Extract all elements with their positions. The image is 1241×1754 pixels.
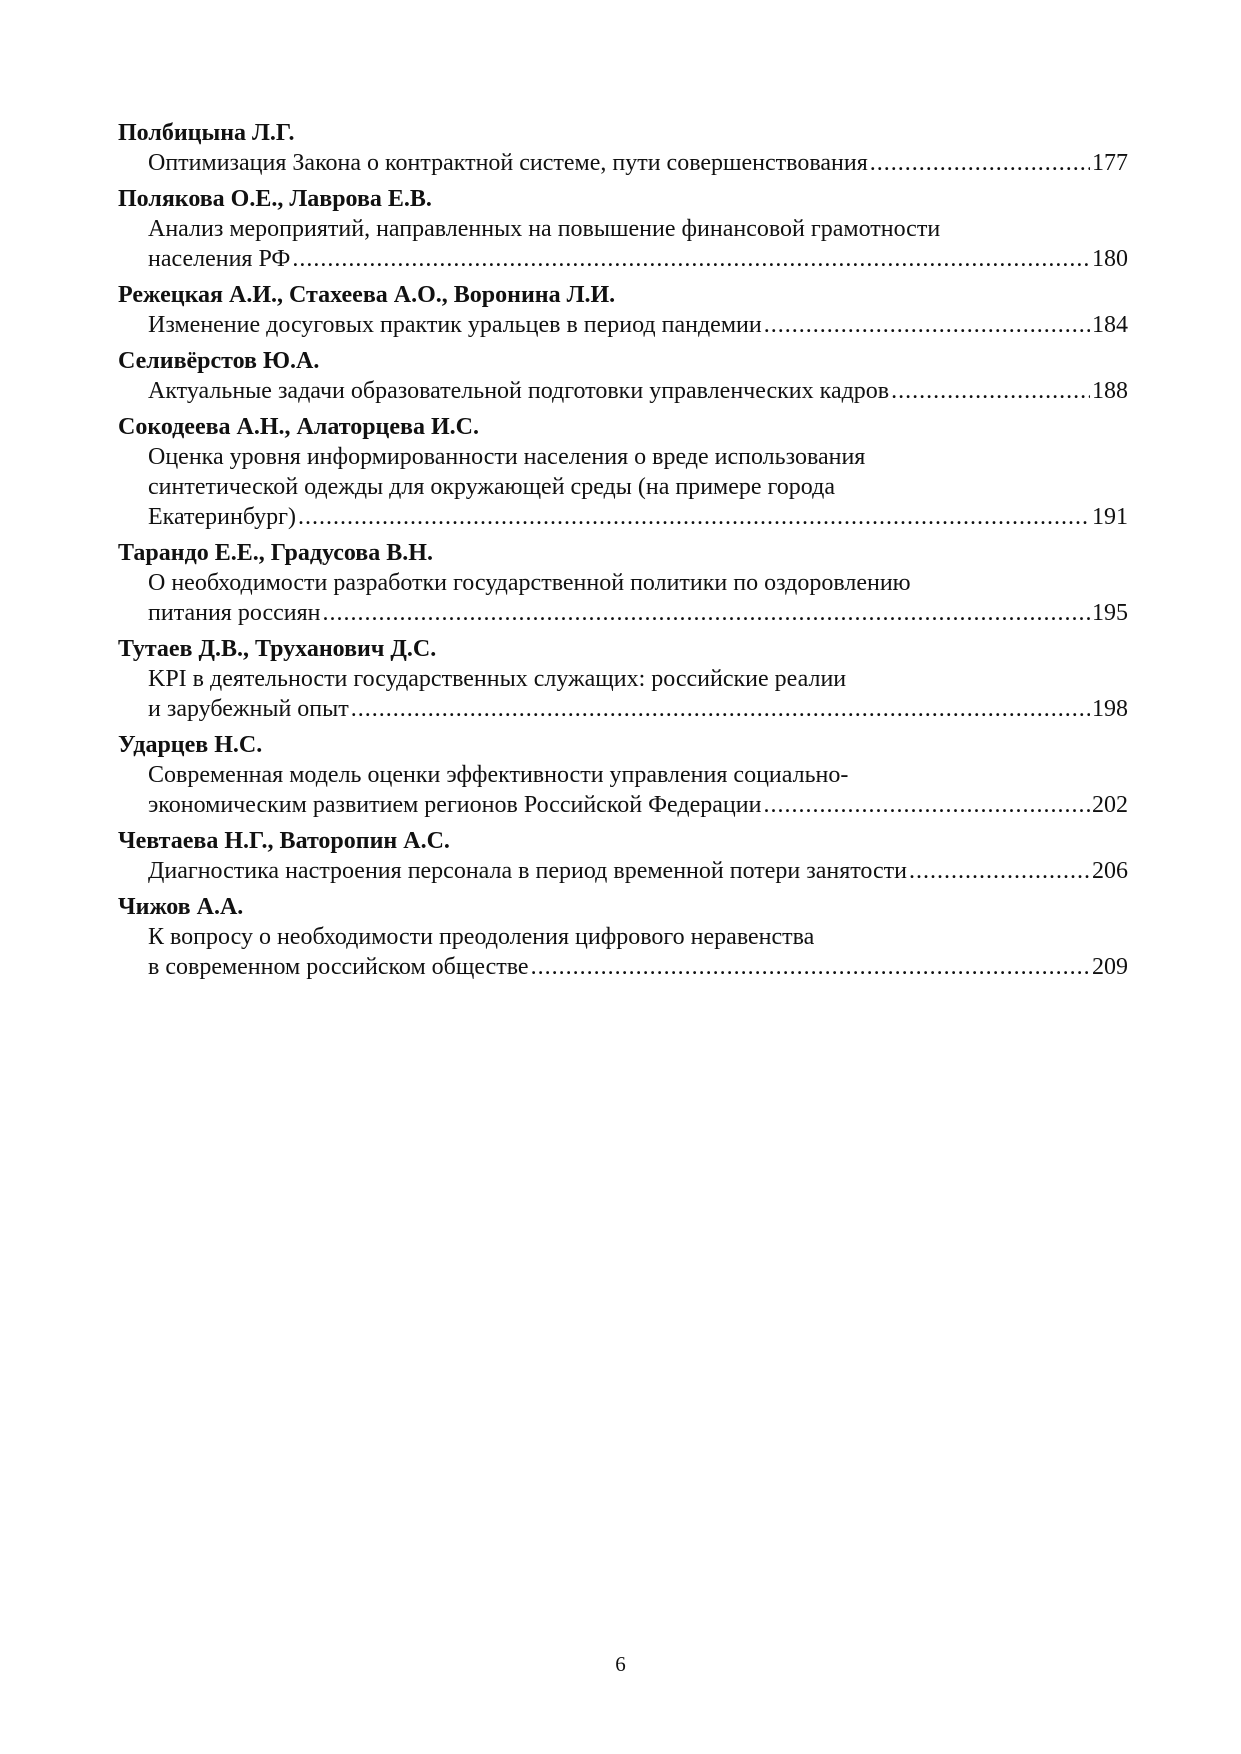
dot-leader xyxy=(909,856,1090,886)
entry-title-line: Анализ мероприятий, направленных на повышение финансовой грамотности xyxy=(148,216,941,242)
entry-title-text: экономическим развитием регионов Российской Федерации xyxy=(148,792,762,818)
entry-title-line: синтетической одежды для окружающей среды (на примере города xyxy=(148,474,835,500)
entry-title-line: Оценка уровня информированности населения о вреде использования xyxy=(148,444,866,470)
toc-entry xyxy=(118,118,1128,178)
entry-title xyxy=(118,310,1128,340)
dot-leader xyxy=(891,376,1090,406)
entry-title xyxy=(118,922,1128,982)
entry-title-line: О необходимости разработки государственной политики по оздоровлению xyxy=(148,570,911,596)
entry-authors: Ударцев Н.С. xyxy=(118,732,263,758)
entry-title-text: и зарубежный опыт xyxy=(148,696,349,722)
dot-leader xyxy=(298,502,1090,532)
toc-entry xyxy=(118,892,1128,982)
entry-title xyxy=(118,760,1128,820)
entry-page-number: 209 xyxy=(1092,954,1128,980)
entry-page-number: 198 xyxy=(1092,696,1128,722)
entry-authors: Полякова О.Е., Лаврова Е.В. xyxy=(118,186,432,212)
entry-last-line xyxy=(148,244,1128,274)
entry-last-line xyxy=(148,694,1128,724)
entry-title-text: населения РФ xyxy=(148,246,291,272)
entry-last-line xyxy=(148,148,1128,178)
entry-last-line xyxy=(148,856,1128,886)
entry-last-line xyxy=(148,790,1128,820)
toc-entry xyxy=(118,730,1128,820)
entry-page-number: 177 xyxy=(1092,150,1128,176)
entry-page-number: 191 xyxy=(1092,504,1128,530)
entry-title xyxy=(118,214,1128,274)
entry-authors: Тутаев Д.В., Труханович Д.С. xyxy=(118,636,437,662)
dot-leader xyxy=(322,598,1090,628)
entry-title-text: Диагностика настроения персонала в период временной потери занятости xyxy=(148,858,907,884)
entry-title-text: Изменение досуговых практик уральцев в период пандемии xyxy=(148,312,762,338)
entry-title-line: К вопросу о необходимости преодоления цифрового неравенства xyxy=(148,924,815,950)
entry-title-text: Оптимизация Закона о контрактной системе, пути совершенствования xyxy=(148,150,868,176)
entry-title xyxy=(118,568,1128,628)
entry-authors: Чижов А.А. xyxy=(118,894,244,920)
toc-entry xyxy=(118,184,1128,274)
entry-page-number: 184 xyxy=(1092,312,1128,338)
dot-leader xyxy=(870,148,1090,178)
entry-authors: Режецкая А.И., Стахеева А.О., Воронина Л.И. xyxy=(118,282,616,308)
toc-entry xyxy=(118,826,1128,886)
toc-entry xyxy=(118,280,1128,340)
entry-last-line xyxy=(148,310,1128,340)
entry-authors: Тарандо Е.Е., Градусова В.Н. xyxy=(118,540,433,566)
entry-title xyxy=(118,148,1128,178)
toc-entry xyxy=(118,634,1128,724)
entry-title xyxy=(118,376,1128,406)
table-of-contents xyxy=(118,118,1128,988)
entry-page-number: 195 xyxy=(1092,600,1128,626)
entry-authors: Чевтаева Н.Г., Ваторопин А.С. xyxy=(118,828,450,854)
entry-title-text: в современном российском обществе xyxy=(148,954,529,980)
dot-leader xyxy=(351,694,1090,724)
entry-authors: Полбицына Л.Г. xyxy=(118,120,295,146)
entry-last-line xyxy=(148,598,1128,628)
entry-last-line xyxy=(148,952,1128,982)
entry-page-number: 188 xyxy=(1092,378,1128,404)
entry-title xyxy=(118,442,1128,532)
entry-page-number: 180 xyxy=(1092,246,1128,272)
dot-leader xyxy=(292,244,1090,274)
page-number: 6 xyxy=(615,1652,626,1676)
entry-title-text: Екатеринбург) xyxy=(148,504,296,530)
toc-entry xyxy=(118,346,1128,406)
entry-title-text: Актуальные задачи образовательной подготовки управленческих кадров xyxy=(148,378,890,404)
entry-title-line: KPI в деятельности государственных служащих: российские реалии xyxy=(148,666,847,692)
entry-authors: Сокодеева А.Н., Алаторцева И.С. xyxy=(118,414,479,440)
dot-leader xyxy=(764,310,1090,340)
entry-title-text: питания россиян xyxy=(148,600,321,626)
toc-entry xyxy=(118,538,1128,628)
toc-entry xyxy=(118,412,1128,532)
entry-title-line: Современная модель оценки эффективности управления социально- xyxy=(148,762,849,788)
entry-title xyxy=(118,856,1128,886)
entry-last-line xyxy=(148,376,1128,406)
dot-leader xyxy=(763,790,1090,820)
entry-authors: Селивёрстов Ю.А. xyxy=(118,348,320,374)
entry-page-number: 206 xyxy=(1092,858,1128,884)
entry-page-number: 202 xyxy=(1092,792,1128,818)
dot-leader xyxy=(531,952,1090,982)
entry-last-line xyxy=(148,502,1128,532)
entry-title xyxy=(118,664,1128,724)
